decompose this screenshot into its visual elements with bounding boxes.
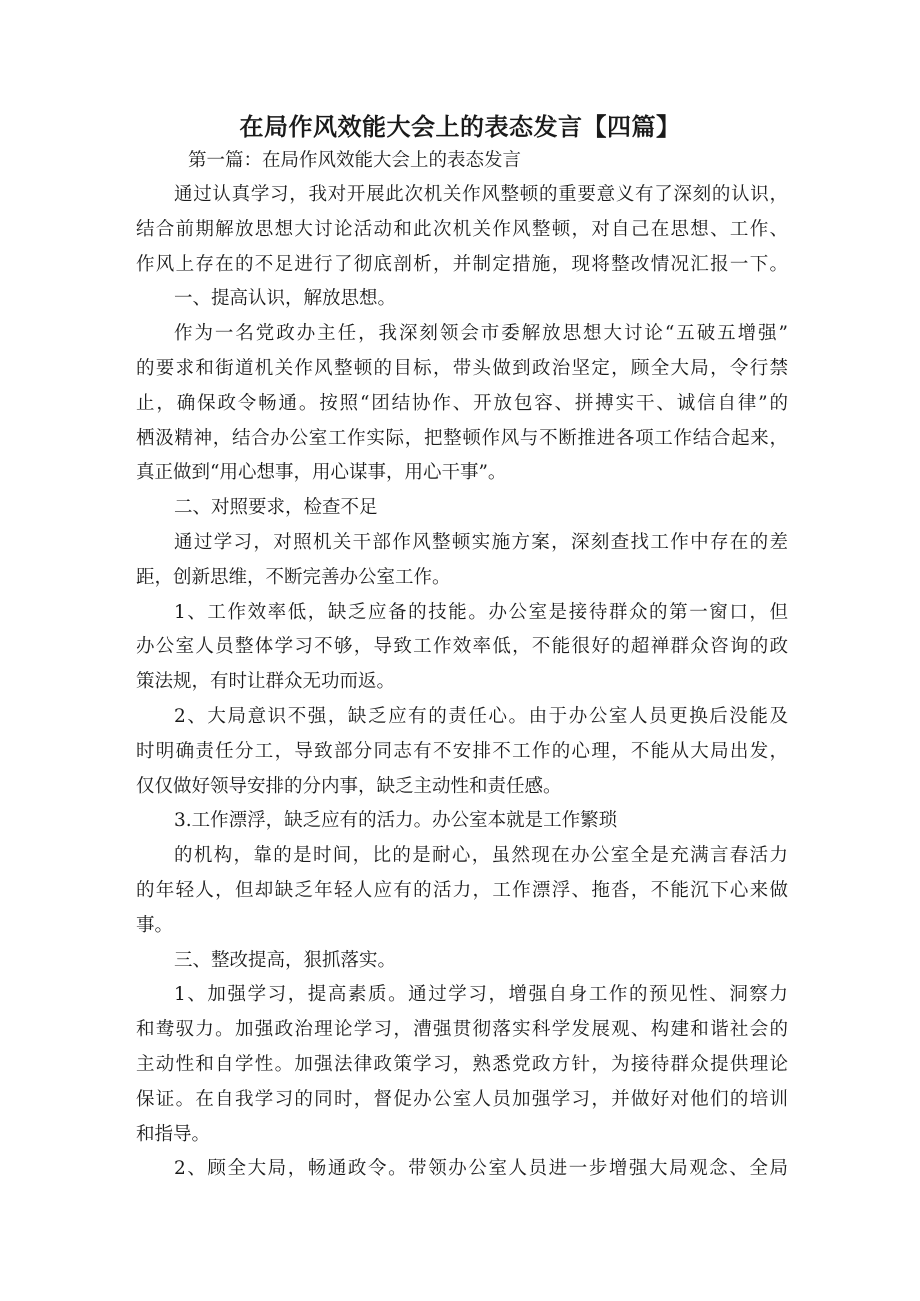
paragraph-line: 3.工作漂浮，缺乏应有的活力。办公室本就是工作繁琐 <box>174 810 618 831</box>
paragraph-line: 策法规，有时让群众无功而返。 <box>136 671 396 692</box>
paragraph-line: 的年轻人，但却缺乏年轻人应有的活力，工作漂浮、拖沓，不能沉下心来做 <box>136 880 788 901</box>
paragraph-line: 事。 <box>136 915 174 936</box>
paragraph-line: 通过认真学习，我对开展此次机关作风整顿的重要意义有了深刻的认识， <box>174 184 788 205</box>
paragraph-line: 的机构，靠的是时间，比的是耐心，虽然现在办公室全是充满言春活力 <box>174 845 788 866</box>
paragraph-line: 的要求和街道机关作风整顿的目标，带头做到政治坚定，顾全大局，令行禁 <box>136 358 788 379</box>
paragraph-line: 1、加强学习，提高素质。通过学习，增强自身工作的预见性、洞察力 <box>174 984 788 1005</box>
paragraph-line: 距，创新思维，不断完善办公室工作。 <box>136 567 451 588</box>
paragraph-line: 通过学习，对照机关干部作风整顿实施方案，深刻查找工作中存在的差 <box>174 532 788 553</box>
paragraph-line: 2、顾全大局，畅通政令。带领办公室人员进一步增强大局观念、全局 <box>174 1158 788 1179</box>
paragraph-line: 真正做到“用心想事，用心谋事，用心干事”。 <box>136 462 507 483</box>
paragraph-line: 和指导。 <box>136 1124 211 1145</box>
paragraph-line: 栖汲精神，结合办公室工作实际，把整顿作风与不断推进各项工作结合起来， <box>136 428 788 449</box>
paragraph-line: 1、工作效率低，缺乏应备的技能。办公室是接待群众的第一窗口，但 <box>174 602 788 623</box>
heading-three: 三、整改提高，狠抓落实。 <box>174 950 397 971</box>
heading-one: 一、提高认识，解放思想。 <box>174 288 397 309</box>
paragraph-line: 结合前期解放思想大讨论活动和此次机关作风整顿，对自己在思想、工作、 <box>136 219 788 240</box>
paragraph-line: 办公室人员整体学习不够，导致工作效率低，不能很好的超禅群众咨询的政 <box>136 636 788 657</box>
paragraph-line: 时明确责任分工，导致部分同志有不安排不工作的心理，不能从大局出发， <box>136 741 788 762</box>
paragraph-line: 主动性和自学性。加强法律政策学习，熟悉党政方针，为接待群众提供理论 <box>136 1054 788 1075</box>
paragraph-line: 作为一名党政办主任，我深刻领会市委解放思想大讨论“五破五增强” <box>174 323 788 344</box>
paragraph-line: 作风上存在的不足进行了彻底剖析，并制定措施，现将整改情况汇报一下。 <box>136 254 788 275</box>
section-heading-first: 第一篇：在局作风效能大会上的表态发言 <box>188 150 522 171</box>
paragraph-line: 仅仅做好领导安排的分内事，缺乏主动性和责任感。 <box>136 776 562 797</box>
document-title: 在局作风效能大会上的表态发言【四篇】 <box>239 113 681 141</box>
paragraph-line: 止，确保政令畅通。按照“团结协作、开放包容、拼搏实干、诚信自律”的 <box>136 393 788 414</box>
paragraph-line: 保证。在自我学习的同时，督促办公室人员加强学习，并做好对他们的培训 <box>136 1089 788 1110</box>
heading-two: 二、对照要求，检查不足 <box>174 497 378 518</box>
paragraph-line: 2、大局意识不强，缺乏应有的责任心。由于办公室人员更换后没能及 <box>174 706 788 727</box>
paragraph-line: 和鸯驭力。加强政治理论学习，漕强贯彻落实科学发展观、构建和谐社会的 <box>136 1019 788 1040</box>
